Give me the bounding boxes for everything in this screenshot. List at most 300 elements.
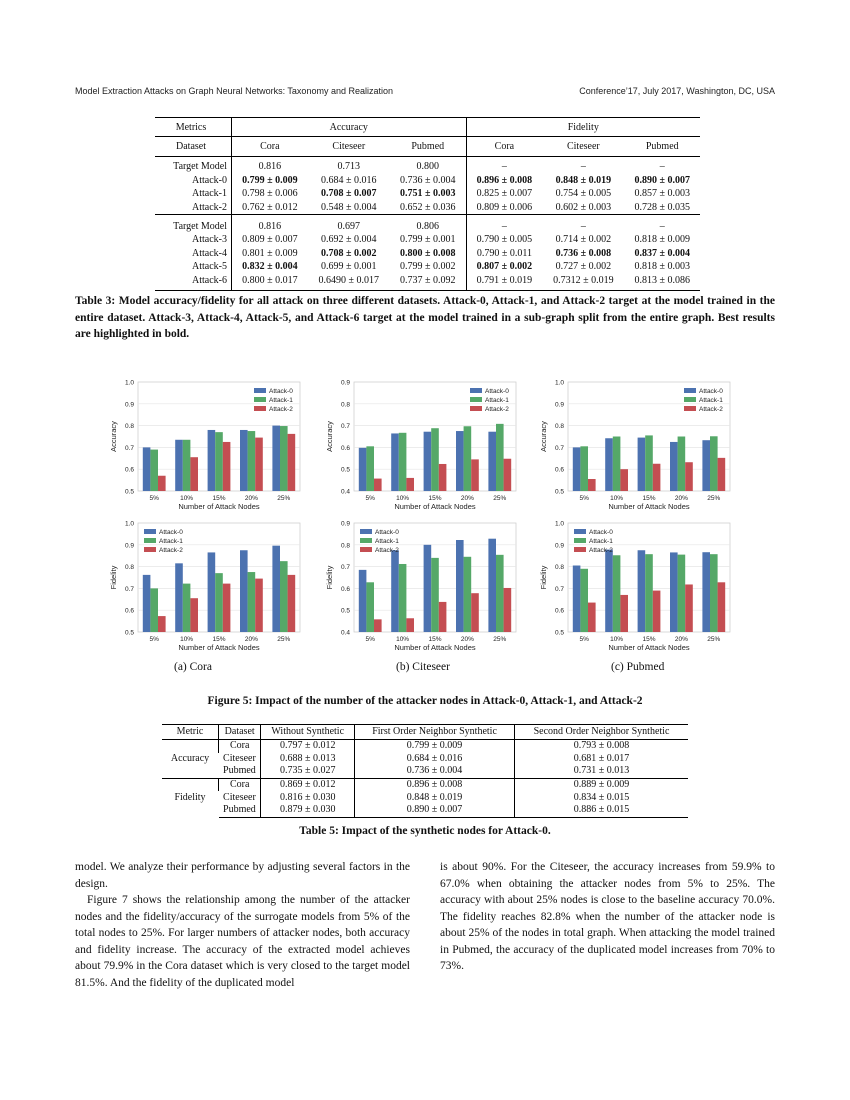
table-cell: Attack-6 (155, 274, 232, 291)
table-cell: – (625, 215, 701, 233)
y-tick-label: 0.8 (340, 401, 350, 409)
legend-label: Attack-0 (589, 529, 613, 536)
table3-col-dataset: Pubmed (390, 137, 466, 157)
table-cell: 0.797 ± 0.012 (261, 740, 355, 753)
table-cell: – (542, 215, 624, 233)
chart-accuracy-pubmed (539, 380, 730, 512)
table-cell: 0.896 ± 0.008 (355, 778, 515, 791)
bar-attack-1 (710, 436, 718, 491)
legend-swatch (470, 388, 482, 393)
bar-attack-1 (580, 446, 588, 491)
bar-attack-1 (183, 584, 191, 632)
table-cell: 0.790 ± 0.005 (466, 233, 542, 247)
table3-col-dataset: Citeseer (308, 137, 390, 157)
table-cell: 0.807 ± 0.002 (466, 260, 542, 274)
legend-label: Attack-2 (589, 547, 613, 554)
y-tick-label: 0.5 (554, 488, 564, 496)
table3-header-accuracy: Accuracy (232, 118, 467, 137)
table-cell: 0.793 ± 0.008 (515, 740, 688, 753)
table-cell: Attack-3 (192, 234, 227, 246)
table-cell: 0.799 ± 0.001 (400, 234, 456, 246)
x-tick-label: 5% (579, 495, 589, 502)
table-cell: 0.727 ± 0.002 (555, 261, 612, 273)
bar-attack-2 (653, 464, 661, 491)
bar-attack-2 (255, 579, 263, 632)
running-header-title: Model Extraction Attacks on Graph Neural Networks: Taxonomy and Realization (75, 86, 393, 96)
table-cell: 0.837 ± 0.004 (634, 247, 690, 259)
y-tick-label: 0.6 (554, 607, 564, 615)
bar-attack-0 (488, 539, 496, 632)
table-row (162, 765, 688, 778)
bar-attack-2 (288, 434, 296, 491)
body-column-left (75, 859, 410, 991)
x-tick-label: 25% (707, 636, 721, 643)
y-tick-label: 0.7 (124, 444, 134, 452)
x-tick-label: 15% (642, 636, 656, 643)
table3-header-dataset: Dataset (155, 137, 232, 157)
table-row (155, 201, 700, 215)
table-row (155, 174, 700, 188)
table-cell: 0.816 (232, 157, 308, 174)
bar-attack-2 (471, 459, 479, 491)
table-cell: – (542, 157, 624, 174)
bar-attack-2 (439, 602, 447, 632)
table-cell: 0.548 ± 0.004 (321, 202, 377, 214)
y-tick-label: 0.9 (340, 520, 350, 528)
bar-attack-1 (280, 561, 288, 632)
bar-attack-0 (702, 440, 710, 491)
legend-swatch (684, 397, 696, 402)
bar-attack-2 (504, 459, 512, 491)
bar-attack-2 (406, 478, 414, 491)
table-cell: 0.818 ± 0.003 (634, 261, 690, 273)
table-row (162, 804, 688, 817)
x-tick-label: 15% (212, 495, 226, 502)
x-tick-label: 10% (180, 636, 194, 643)
bar-attack-0 (670, 552, 678, 632)
x-tick-label: 15% (642, 495, 656, 502)
table-cell: Target Model (155, 157, 232, 174)
table-cell: 0.688 ± 0.013 (261, 753, 355, 766)
bar-attack-1 (366, 446, 374, 491)
x-tick-label: 20% (674, 636, 688, 643)
y-axis-label: Fidelity (325, 565, 334, 590)
table-cell: 0.825 ± 0.007 (466, 187, 542, 201)
x-tick-label: 25% (277, 495, 291, 502)
table-cell: 0.7312 ± 0.019 (542, 274, 624, 291)
table3-header-metrics: Metrics (155, 118, 232, 137)
table5-header: Without Synthetic (261, 725, 355, 740)
y-tick-label: 0.5 (340, 607, 350, 615)
table-cell: 0.809 ± 0.007 (232, 233, 308, 247)
bar-attack-2 (439, 464, 447, 491)
figure5-caption: Figure 5: Impact of the number of the attacker nodes in Attack-0, Attack-1, and Attack-2 (207, 695, 643, 707)
table3-col-dataset: Cora (232, 137, 308, 157)
bar-attack-2 (653, 591, 661, 632)
table-cell: 0.818 ± 0.009 (634, 234, 690, 246)
bar-attack-2 (223, 584, 231, 632)
x-tick-label: 15% (428, 495, 442, 502)
table3-col-dataset: Cora (466, 137, 542, 157)
bar-attack-2 (620, 595, 628, 632)
table-cell: 0.736 ± 0.004 (400, 174, 456, 186)
bar-attack-2 (190, 598, 198, 632)
legend-label: Attack-1 (589, 538, 613, 545)
bar-attack-1 (183, 440, 191, 491)
bar-attack-1 (496, 555, 504, 632)
y-tick-label: 0.7 (340, 423, 350, 431)
table-cell: 0.800 ± 0.017 (232, 274, 308, 291)
y-tick-label: 0.5 (554, 629, 564, 637)
x-axis-label: Number of Attack Nodes (178, 502, 260, 511)
bar-attack-0 (670, 442, 678, 491)
table-cell: Target Model (155, 215, 232, 233)
table-cell: Pubmed (219, 804, 261, 817)
x-tick-label: 20% (244, 636, 258, 643)
legend-label: Attack-1 (269, 397, 293, 404)
table-cell: 0.886 ± 0.015 (515, 804, 688, 817)
legend-label: Attack-2 (485, 406, 509, 413)
bar-attack-2 (685, 584, 693, 632)
y-tick-label: 1.0 (124, 379, 134, 387)
y-tick-label: 0.7 (554, 444, 564, 452)
x-axis-label: Number of Attack Nodes (608, 502, 690, 511)
bar-attack-0 (424, 432, 432, 491)
x-tick-label: 20% (674, 495, 688, 502)
y-tick-label: 0.8 (124, 423, 134, 431)
y-tick-label: 0.4 (340, 488, 350, 496)
table-cell: 0.790 ± 0.011 (466, 247, 542, 261)
bar-attack-2 (588, 603, 596, 632)
bar-attack-1 (431, 428, 439, 491)
table-cell: 0.801 ± 0.009 (232, 247, 308, 261)
figure-5-charts (100, 372, 780, 662)
table-cell: Cora (219, 778, 261, 791)
bar-attack-0 (456, 540, 464, 632)
table-5 (162, 724, 688, 818)
bar-attack-1 (645, 435, 653, 491)
legend-swatch (684, 406, 696, 411)
y-tick-label: 0.9 (340, 379, 350, 387)
table-cell: 0.800 ± 0.008 (400, 247, 456, 259)
bar-attack-0 (272, 426, 280, 491)
table-cell: 0.834 ± 0.015 (515, 791, 688, 804)
table-cell: 0.736 ± 0.004 (355, 765, 515, 778)
bar-attack-2 (158, 476, 166, 491)
chart-fidelity-cora (109, 521, 300, 653)
table-cell: – (466, 215, 542, 233)
x-tick-label: 25% (707, 495, 721, 502)
table-cell: 0.754 ± 0.005 (555, 188, 612, 200)
legend-label: Attack-0 (159, 529, 183, 536)
body-paragraph: is about 90%. For the Citeseer, the accuracy increases from 59.9% to 67.0% when obtaining the attacker nodes from 5% to 25%. The accuracy with about 25% nodes is close to the baseline accuracy 70.0%. The fidelity reaches 82.8% when the number of the attacker node is about 25% of the nodes in total graph. When attacking the model trained in Pubmed, the accuracy of the duplicated model increases from 70% to 73%. (440, 861, 775, 972)
y-tick-label: 0.5 (124, 488, 134, 496)
bar-attack-2 (374, 619, 382, 632)
y-tick-label: 0.9 (554, 542, 564, 550)
table-row (155, 260, 700, 274)
y-tick-label: 0.7 (554, 585, 564, 593)
bar-attack-1 (399, 433, 407, 491)
bar-attack-1 (678, 437, 686, 492)
x-tick-label: 5% (149, 495, 159, 502)
table3-header-fidelity: Fidelity (466, 118, 700, 137)
table-cell: 0.799 ± 0.009 (232, 174, 308, 188)
body-column-right (440, 859, 775, 975)
bar-attack-1 (150, 450, 158, 491)
bar-attack-0 (143, 447, 151, 491)
bar-attack-0 (359, 570, 367, 632)
x-tick-label: 5% (149, 636, 159, 643)
y-tick-label: 1.0 (554, 379, 564, 387)
x-tick-label: 5% (579, 636, 589, 643)
legend-label: Attack-2 (159, 547, 183, 554)
table-cell: 0.708 ± 0.007 (321, 188, 377, 200)
x-tick-label: 10% (610, 636, 624, 643)
table-cell: 0.809 ± 0.006 (466, 201, 542, 215)
bar-attack-1 (464, 557, 472, 632)
bar-attack-2 (374, 479, 382, 491)
bar-attack-0 (359, 448, 367, 491)
x-tick-label: 5% (365, 495, 375, 502)
y-axis-label: Fidelity (109, 565, 118, 590)
x-tick-label: 20% (460, 495, 474, 502)
bar-attack-1 (613, 555, 621, 632)
subcaption-pubmed: (c) Pubmed (611, 661, 665, 673)
table-cell: Attack-2 (192, 202, 227, 214)
x-axis-label: Number of Attack Nodes (394, 643, 476, 652)
table5-header: Second Order Neighbor Synthetic (515, 725, 688, 740)
legend-label: Attack-2 (269, 406, 293, 413)
legend-swatch (360, 529, 372, 534)
bar-attack-1 (248, 431, 256, 491)
legend-label: Attack-1 (159, 538, 183, 545)
legend-label: Attack-0 (269, 388, 293, 395)
bar-attack-0 (638, 438, 646, 491)
bar-attack-2 (158, 616, 166, 632)
table5-metric: Accuracy (170, 752, 210, 764)
legend-swatch (144, 529, 156, 534)
y-tick-label: 0.9 (124, 542, 134, 550)
bar-attack-0 (143, 575, 151, 632)
y-tick-label: 0.7 (340, 564, 350, 572)
legend-label: Attack-1 (485, 397, 509, 404)
y-tick-label: 0.9 (124, 401, 134, 409)
table-cell: Citeseer (223, 791, 256, 803)
table-cell: Attack-5 (192, 261, 227, 273)
table-cell: 0.684 ± 0.016 (355, 753, 515, 766)
bar-attack-0 (605, 550, 613, 632)
y-tick-label: 0.5 (340, 466, 350, 474)
bar-attack-2 (718, 582, 726, 632)
x-tick-label: 10% (396, 495, 410, 502)
table-row (155, 233, 700, 247)
table-cell: Pubmed (223, 765, 256, 777)
y-tick-label: 1.0 (124, 520, 134, 528)
y-tick-label: 0.6 (124, 607, 134, 615)
legend-label: Attack-2 (699, 406, 723, 413)
bar-attack-0 (208, 552, 216, 632)
bar-attack-2 (471, 593, 479, 632)
table-cell: 0.652 ± 0.036 (400, 202, 456, 214)
bar-attack-1 (580, 569, 588, 632)
x-axis-label: Number of Attack Nodes (608, 643, 690, 652)
table-cell: – (466, 157, 542, 174)
table-cell: 0.699 ± 0.001 (321, 261, 377, 273)
legend-swatch (574, 529, 586, 534)
table-cell: 0.751 ± 0.003 (400, 188, 456, 200)
table-cell: 0.708 ± 0.002 (321, 247, 377, 259)
y-tick-label: 0.8 (554, 423, 564, 431)
running-header-venue: Conference’17, July 2017, Washington, DC, USA (579, 86, 775, 96)
legend-swatch (144, 547, 156, 552)
bar-attack-0 (391, 433, 399, 491)
y-axis-label: Accuracy (539, 421, 548, 452)
bar-attack-2 (288, 575, 296, 632)
bar-attack-0 (605, 438, 613, 491)
legend-swatch (360, 547, 372, 552)
legend-swatch (254, 388, 266, 393)
chart-fidelity-pubmed (539, 521, 730, 653)
legend-label: Attack-0 (485, 388, 509, 395)
table-cell: – (625, 157, 701, 174)
table-cell: 0.762 ± 0.012 (232, 201, 308, 215)
bar-attack-2 (685, 462, 693, 491)
table-cell: 0.857 ± 0.003 (634, 188, 690, 200)
table5-header: Metric (162, 725, 219, 740)
table-cell: 0.692 ± 0.004 (321, 234, 377, 246)
y-tick-label: 0.8 (554, 564, 564, 572)
legend-swatch (470, 406, 482, 411)
legend-swatch (574, 547, 586, 552)
table5-caption: Table 5: Impact of the synthetic nodes for Attack-0. (299, 825, 551, 837)
table-row (155, 215, 700, 233)
table-cell: 0.813 ± 0.086 (625, 274, 701, 291)
table-cell: 0.890 ± 0.007 (355, 804, 515, 817)
table-row (155, 157, 700, 174)
table-row (155, 187, 700, 201)
table-row (162, 753, 688, 766)
legend-swatch (574, 538, 586, 543)
table-cell: Citeseer (223, 752, 256, 764)
table-cell: 0.879 ± 0.030 (261, 804, 355, 817)
x-tick-label: 25% (277, 636, 291, 643)
table-cell: 0.890 ± 0.007 (634, 174, 690, 186)
legend-swatch (144, 538, 156, 543)
table-row (155, 274, 700, 291)
table3-col-dataset: Pubmed (625, 137, 701, 157)
y-tick-label: 0.6 (124, 466, 134, 474)
x-axis-label: Number of Attack Nodes (178, 643, 260, 652)
x-tick-label: 5% (365, 636, 375, 643)
chart-fidelity-citeseer (325, 521, 516, 653)
bar-attack-2 (255, 438, 263, 491)
bar-attack-0 (424, 545, 432, 632)
y-axis-label: Fidelity (539, 565, 548, 590)
table3-col-dataset: Citeseer (542, 137, 624, 157)
table-cell: 0.816 ± 0.030 (261, 791, 355, 804)
bar-attack-1 (280, 426, 288, 491)
legend-swatch (254, 397, 266, 402)
y-tick-label: 0.6 (340, 444, 350, 452)
y-tick-label: 0.6 (554, 466, 564, 474)
subcaption-cora: (a) Cora (174, 661, 212, 673)
table-row (162, 791, 688, 804)
table5-metric: Fidelity (162, 778, 219, 817)
table-3 (155, 117, 700, 291)
bar-attack-2 (588, 479, 596, 491)
table-cell: 0.6490 ± 0.017 (308, 274, 390, 291)
legend-label: Attack-1 (699, 397, 723, 404)
table-cell: 0.713 (308, 157, 390, 174)
bar-attack-1 (464, 426, 472, 491)
legend-label: Attack-1 (375, 538, 399, 545)
bar-attack-1 (215, 432, 223, 491)
x-tick-label: 20% (460, 636, 474, 643)
x-tick-label: 10% (610, 495, 624, 502)
table-cell: 0.806 (390, 215, 466, 233)
table-cell: 0.832 ± 0.004 (232, 260, 308, 274)
table-cell: 0.728 ± 0.035 (634, 202, 690, 214)
table-cell: 0.602 ± 0.003 (555, 202, 612, 214)
bar-attack-1 (248, 572, 256, 632)
x-tick-label: 15% (212, 636, 226, 643)
bar-attack-2 (718, 458, 726, 491)
table-cell: 0.731 ± 0.013 (515, 765, 688, 778)
x-axis-label: Number of Attack Nodes (394, 502, 476, 511)
table-cell: 0.816 (232, 215, 308, 233)
bar-attack-1 (215, 573, 223, 632)
legend-swatch (360, 538, 372, 543)
y-tick-label: 0.8 (124, 564, 134, 572)
bar-attack-0 (456, 431, 464, 491)
bar-attack-0 (573, 447, 581, 491)
table-cell: 0.848 ± 0.019 (355, 791, 515, 804)
y-axis-label: Accuracy (325, 421, 334, 452)
legend-swatch (254, 406, 266, 411)
bar-attack-0 (272, 546, 280, 632)
table-cell: Cora (219, 740, 261, 753)
table-cell: 0.697 (308, 215, 390, 233)
y-tick-label: 0.4 (340, 629, 350, 637)
bar-attack-0 (573, 566, 581, 632)
x-tick-label: 25% (493, 495, 507, 502)
bar-attack-1 (496, 424, 504, 491)
bar-attack-0 (488, 432, 496, 491)
bar-attack-1 (678, 555, 686, 632)
chart-accuracy-cora (109, 380, 300, 512)
table-cell: 0.714 ± 0.002 (555, 234, 612, 246)
bar-attack-1 (613, 437, 621, 492)
legend-label: Attack-0 (375, 529, 399, 536)
bar-attack-0 (240, 550, 248, 632)
table-cell: 0.798 ± 0.006 (232, 187, 308, 201)
bar-attack-1 (710, 554, 718, 632)
bar-attack-1 (399, 564, 407, 632)
bar-attack-0 (391, 550, 399, 632)
bar-attack-1 (366, 582, 374, 632)
y-tick-label: 0.6 (340, 585, 350, 593)
bar-attack-0 (240, 430, 248, 491)
bar-attack-0 (175, 440, 183, 491)
y-tick-label: 0.8 (340, 542, 350, 550)
table-cell: 0.848 ± 0.019 (555, 174, 612, 186)
table-row (155, 247, 700, 261)
x-tick-label: 15% (428, 636, 442, 643)
body-paragraph: Figure 7 shows the relationship among the number of the attacker nodes and the fidelity/accuracy of the surrogate models from 5% of the total nodes to 25%. For larger numbers of attacker nodes, both accuracy and fidelity increase. The accuracy of the extracted model achieves about 79.9% in the Cora dataset which is very closed to the target model 81.5%. And the fidelity of the duplicated model (75, 894, 410, 989)
table5-header: Dataset (219, 725, 261, 740)
x-tick-label: 25% (493, 636, 507, 643)
table3-caption: Table 3: Model accuracy/fidelity for all attack on three different datasets. Attack-0, Attack-1, and Attack-2 target at the model trained in the entire dataset. Attack-3, Attack-4, Attack-5, and Attack-6 target at the model trained in a sub-graph split from the entire graph. Best results are highlighted in bold. (75, 295, 775, 340)
